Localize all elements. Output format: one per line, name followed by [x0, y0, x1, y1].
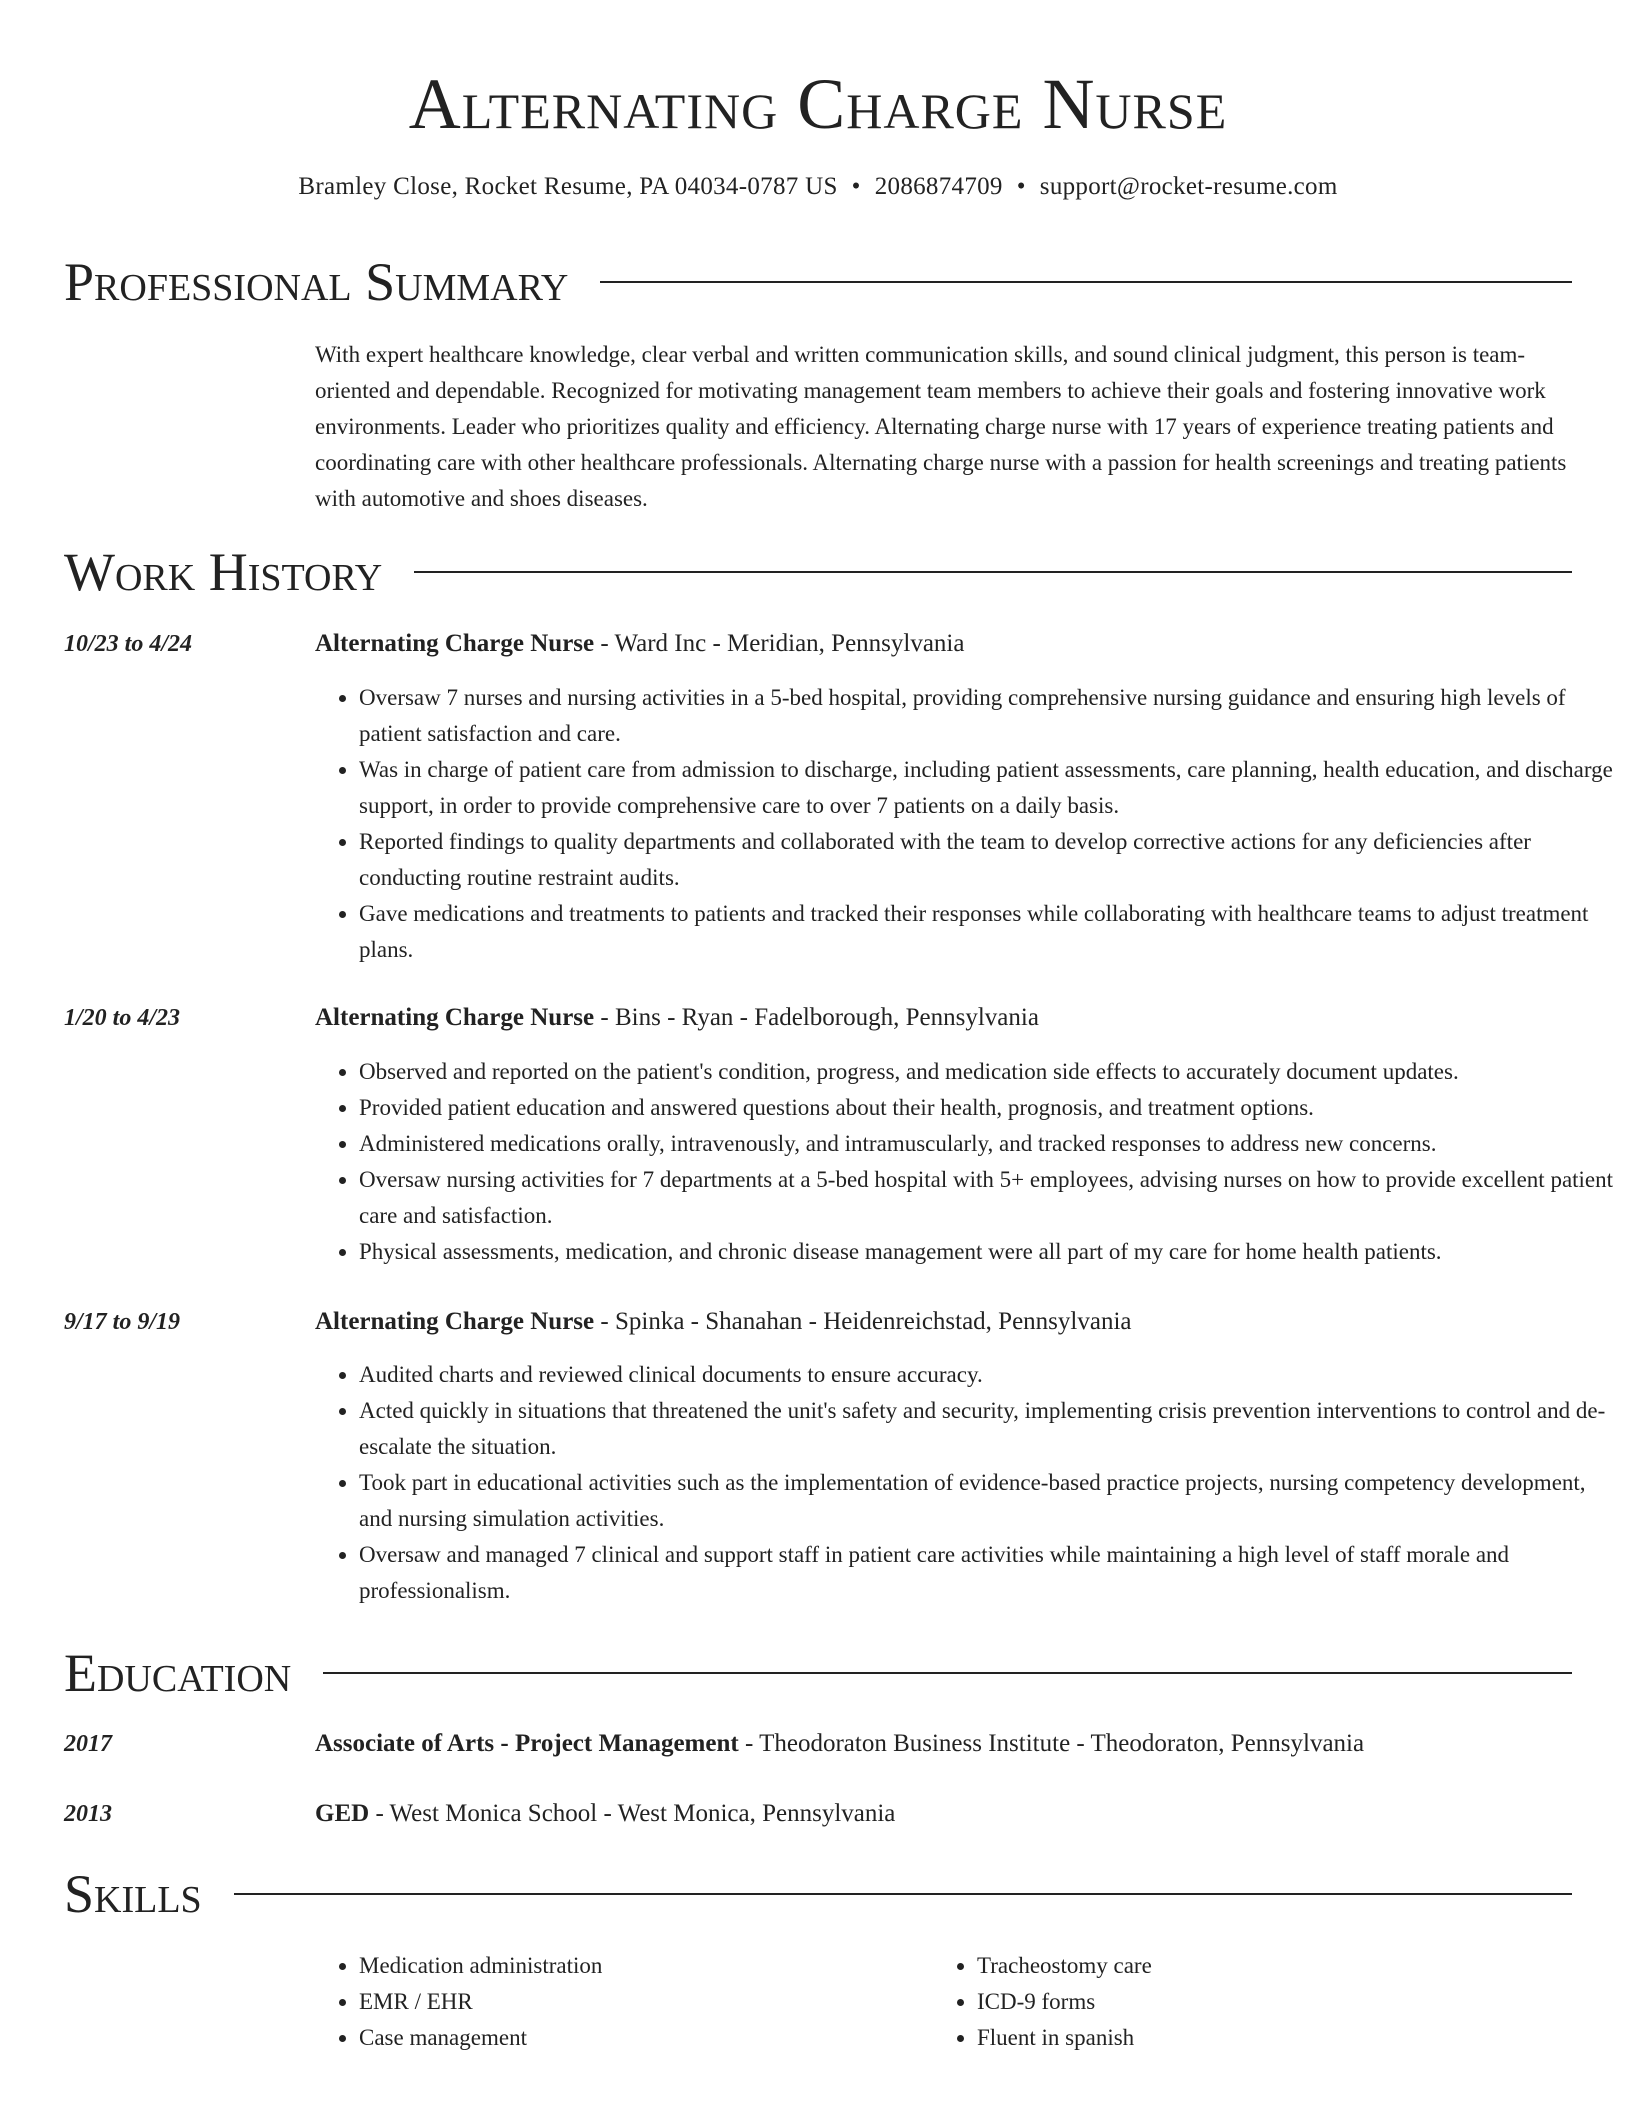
- education-year: 2017: [64, 1731, 112, 1757]
- contact-address: Bramley Close, Rocket Resume, PA 04034-0787 US: [298, 173, 838, 200]
- education-details: - Theodoraton Business Institute - Theodoraton, Pennsylvania: [738, 1730, 1365, 1757]
- job-bullets: [315, 680, 1616, 968]
- job-details: - Ward Inc - Meridian, Pennsylvania: [594, 630, 965, 657]
- skill-item: • Case management: [359, 2020, 919, 2056]
- list-item: • Acted quickly in situations that threatened the unit's safety and security, implementing crisis prevention interventions to control and de-escalate the situation.: [359, 1393, 1616, 1465]
- list-item: • Observed and reported on the patient's condition, progress, and medication side effects to accurately document updates.: [359, 1054, 1616, 1090]
- job-role: Alternating Charge Nurse: [315, 630, 595, 657]
- education-section-header: [64, 1641, 1572, 1705]
- contact-phone: 2086874709: [874, 173, 1003, 200]
- list-item: • Oversaw 7 nurses and nursing activities in a 5-bed hospital, providing comprehensive nursing guidance and ensuring high levels of patient satisfaction and care.: [359, 680, 1616, 752]
- job-bullets: [315, 1054, 1616, 1270]
- job-role: Alternating Charge Nurse: [315, 1004, 595, 1031]
- list-item: • Provided patient education and answered questions about their health, prognosis, and treatment options.: [359, 1090, 1616, 1126]
- education-degree: GED: [315, 1800, 370, 1827]
- skills-section-title: Skills: [64, 1864, 202, 1924]
- skill-item: • ICD-9 forms: [977, 1984, 1537, 2020]
- list-item: • Administered medications orally, intravenously, and intramuscularly, and tracked responses to address new concerns.: [359, 1126, 1616, 1162]
- list-item: • Oversaw and managed 7 clinical and support staff in patient care activities while maintaining a high level of staff morale and professionalism.: [359, 1537, 1616, 1609]
- list-item: • Physical assessments, medication, and chronic disease management were all part of my care for home health patients.: [359, 1234, 1616, 1270]
- education-section-title: Education: [64, 1643, 292, 1703]
- resume-page: [64, 0, 1614, 2050]
- job-heading: [315, 626, 1572, 662]
- education-heading: [315, 1726, 1572, 1762]
- contact-separator: •: [851, 173, 861, 200]
- section-divider: [414, 571, 1572, 573]
- skill-item: • EMR / EHR: [359, 1984, 919, 2020]
- job-role: Alternating Charge Nurse: [315, 1308, 595, 1335]
- section-divider: [323, 1672, 1572, 1674]
- work-section-title: Work History: [64, 542, 383, 602]
- job-dates: 9/17 to 9/19: [64, 1309, 181, 1335]
- list-item: • Took part in educational activities such as the implementation of evidence-based practice projects, nursing competency development, and nursing simulation activities.: [359, 1465, 1616, 1537]
- education-degree: Associate of Arts - Project Management: [315, 1730, 739, 1757]
- job-details: - Bins - Ryan - Fadelborough, Pennsylvania: [594, 1004, 1039, 1031]
- list-item: • Oversaw nursing activities for 7 departments at a 5-bed hospital with 5+ employees, advising nurses on how to provide excellent patient care and satisfaction.: [359, 1162, 1616, 1234]
- skill-item: • Tracheostomy care: [977, 1948, 1537, 1984]
- skill-item: • Medication administration: [359, 1948, 919, 1984]
- skills-section-header: [64, 1862, 1572, 1926]
- job-dates: 1/20 to 4/23: [64, 1005, 181, 1031]
- candidate-name: Alternating Charge Nurse: [408, 64, 1228, 144]
- summary-text: With expert healthcare knowledge, clear verbal and written communication skills, and sound clinical judgment, this person is team-oriented and dependable. Recognized for motivating management team members to achieve their goals and fostering innovative work environments. Leader who prioritizes quality and efficiency. Alternating charge nurse with 17 years of experience treating patients and coordinating care with other healthcare professionals. Alternating charge nurse with a passion for health screenings and treating patients with automotive and shoes diseases.: [315, 342, 1567, 511]
- contact-separator: •: [1016, 173, 1026, 200]
- job-bullets: [315, 1357, 1616, 1609]
- list-item: • Was in charge of patient care from admission to discharge, including patient assessments, care planning, health education, and discharge support, in order to provide comprehensive care to over 7 patients on a daily basis.: [359, 752, 1616, 824]
- contact-line: [64, 170, 1572, 204]
- job-heading: [315, 1304, 1572, 1340]
- skills-list-left: [315, 1948, 919, 2056]
- work-section-header: [64, 540, 1572, 604]
- education-year: 2013: [64, 1801, 112, 1827]
- summary-section-title: Professional Summary: [64, 252, 569, 312]
- contact-email[interactable]: support@rocket-resume.com: [1039, 173, 1338, 200]
- skills-list-right: [933, 1948, 1537, 2056]
- list-item: • Gave medications and treatments to patients and tracked their responses while collaborating with healthcare teams to adjust treatment plans.: [359, 896, 1616, 968]
- job-details: - Spinka - Shanahan - Heidenreichstad, Pennsylvania: [594, 1308, 1132, 1335]
- job-dates: 10/23 to 4/24: [64, 631, 193, 657]
- job-heading: [315, 1000, 1572, 1036]
- list-item: • Audited charts and reviewed clinical documents to ensure accuracy.: [359, 1357, 1616, 1393]
- summary-section-header: [64, 250, 1572, 314]
- education-details: - West Monica School - West Monica, Pennsylvania: [369, 1800, 896, 1827]
- section-divider: [234, 1893, 1572, 1895]
- education-heading: [315, 1796, 1572, 1832]
- list-item: • Reported findings to quality departments and collaborated with the team to develop corrective actions for any deficiencies after conducting routine restraint audits.: [359, 824, 1616, 896]
- skill-item: • Fluent in spanish: [977, 2020, 1537, 2056]
- section-divider: [600, 281, 1572, 283]
